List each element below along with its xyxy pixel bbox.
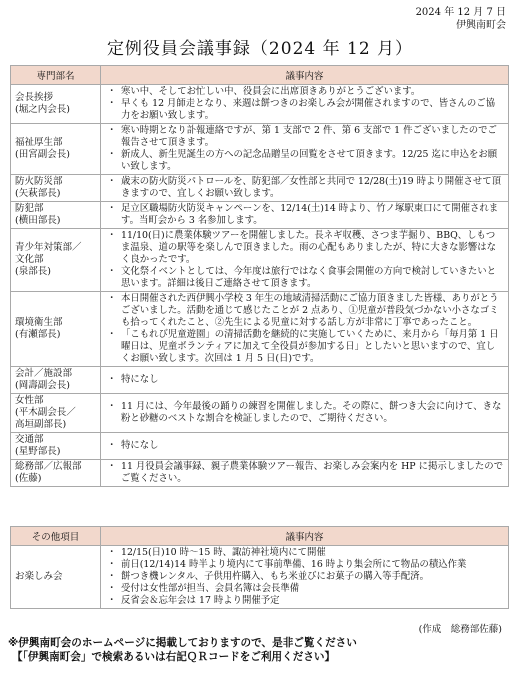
dept-cell [11,175,101,202]
dept-line: (横田部長) [15,215,61,226]
col-header-dept: 専門部名 [11,66,101,85]
dept-cell [11,202,101,229]
qr-code-icon[interactable] [456,635,510,689]
notice-line-2: 【「伊興南町会」で検索あるいは右記ＱＲコードをご利用ください】 [12,651,336,663]
dept-cell [11,394,101,433]
bullet-list [105,440,504,452]
table-row [11,394,509,433]
dept-line: 文化部 [15,254,44,265]
bullet-list [105,461,504,485]
table-row [11,292,509,367]
dept-line: (岡壽副会長) [15,380,70,391]
list-item: ・ 11 月役員会議事録、親子農業体験ツアー報告、お楽しみ会案内を HP に掲示しましたのでご覧ください。 [105,461,504,485]
table-row [11,175,509,202]
content-cell [101,546,509,609]
bullet-list [105,203,504,227]
document-title: 定例役員会議事録（2024 年 12 月） [106,39,414,59]
list-item: ・ 餅つき機レンタル、子供用杵購入、もち米並びにお菓子の購入等手配済。 [105,571,504,583]
dept-line: 女性部 [15,395,44,406]
dept-cell [11,85,101,124]
dept-line: (佐藤) [15,473,42,484]
list-item: ・ 「こもれび児童遊園」の清掃活動を継続的に実施していくために、来月から「毎月第 1 日曜日は、児童ボランティアに加えて全役員が参加する日」としたいと思いますので、宜しくお願い致します。次回は 1 月 5 日(日)です。 [105,329,504,365]
table-row [11,202,509,229]
list-item: ・ 寒い時期となり訃報連絡ですが、第 1 支部で 2 件、第 6 支部で 1 件ございましたのでご報告させて頂きます。 [105,125,504,149]
table-row [11,460,509,487]
content-cell [101,124,509,175]
list-item: ・ 早くも 12 月師走となり、来週は餅つきのお楽しみ会が開催されますので、皆さんのご協力をお願い致します。 [105,98,504,122]
organization-name: 伊興南町会 [456,20,506,31]
content-cell [101,85,509,124]
content-cell [101,433,509,460]
dept-line: 会計／施設部 [15,368,73,379]
list-item: ・ 受付は女性部が担当、会員名簿は会長準備 [105,583,504,595]
list-item: ・ 11/10(日)に農業体験ツアーを開催しました。長ネギ収穫、さつま芋掘り、BBQ、しもつま温泉、道の駅等を楽しんで頂きました。雨の心配もありましたが、特に大きな影響はなく良かったです。 [105,230,504,266]
list-item: ・ 新成人、新生児誕生の方への記念品贈呈の回覧をさせて頂きます。12/25 迄に申込をお願い致します。 [105,149,504,173]
dept-line: (堀之内会長) [15,104,70,115]
dept-line: (星野部長) [15,446,61,457]
list-item: ・ 歳末の防火防災パトロールを、防犯部／女性部と共同で 12/28(土)19 時より開催させて頂きますので、宜しくお願い致します。 [105,176,504,200]
list-item: ・ 文化祭イベントとしては、今年度は旅行ではなく食事会開催の方向で検討していきたいと思います。詳細は後日ご連絡させて頂きます。 [105,266,504,290]
dept-line: 総務部／広報部 [15,461,82,472]
bullet-list [105,293,504,365]
bullet-list [105,401,504,425]
list-item: ・ 11 月には、今年最後の踊りの練習を開催しました。その際に、餅つき大会に向けて、きな粉と砂糖のベストな割合を検証しましたので、ご期待ください。 [105,401,504,425]
document-date: 2024 年 12 月 7 日 [415,7,506,18]
bullet-list [105,125,504,173]
dept-line: (矢萩部長) [15,188,61,199]
list-item: ・ 本日開催された西伊興小学校 3 年生の地域清掃活動にご協力頂きました皆様、ありがとうございました。活動を通じて感じたことが 2 点あり、①児童が普段気づかない小さなゴミも拾ってくれたこと、②先生による児童に対する話し方が非常に丁寧であったこと。 [105,293,504,329]
website-notice [8,636,357,664]
content-cell [101,292,509,367]
list-item: ・ 反省会＆忘年会は 17 時より開催予定 [105,595,504,607]
list-item: ・ 12/15(日)10 時～15 時、諏訪神社境内にて開催 [105,547,504,559]
list-item: ・ 特になし [105,374,504,386]
dept-line: (有瀬部長) [15,329,61,340]
header-block [416,6,506,32]
table-row [11,85,509,124]
content-cell [101,367,509,394]
item-cell: お楽しみ会 [11,546,101,609]
dept-cell [11,292,101,367]
content-cell [101,229,509,292]
dept-line: 防犯部 [15,203,44,214]
bullet-list [105,547,504,607]
dept-line: 福祉厚生部 [15,137,63,148]
list-item: ・ 足立区職場防火防災キャンペーンを、12/14(土)14 時より、竹ノ塚駅東口にて開催されます。当町会から 3 名参加します。 [105,203,504,227]
dept-line: 会長挨拶 [15,92,54,103]
list-item: ・ 寒い中、そしてお忙しい中、役員会に出席頂きありがとうございます。 [105,86,504,98]
list-item: ・ 前日(12/14)14 時半より境内にて事前準備、16 時より集会所にて物品の積込作業 [105,559,504,571]
dept-line: (泉部長) [15,266,51,277]
dept-cell [11,229,101,292]
content-cell [101,175,509,202]
bullet-list [105,230,504,290]
col-header-item: その他項目 [11,527,101,546]
table-row [11,433,509,460]
bullet-list [105,374,504,386]
content-cell [101,394,509,433]
dept-line: 防火防災部 [15,176,63,187]
dept-line: 高垣副部長) [15,419,67,430]
bullet-list [105,176,504,200]
notice-line-1: ※伊興南町会のホームページに掲載しておりますので、是非ご覧ください [8,637,357,649]
table-row [11,367,509,394]
list-item: ・ 特になし [105,440,504,452]
dept-cell [11,433,101,460]
table-row [11,229,509,292]
dept-cell [11,460,101,487]
table-row [11,124,509,175]
other-items-table [10,526,509,609]
dept-line: (平木副会長／ [15,407,76,418]
minutes-table [10,65,509,487]
dept-line: 環境衛生部 [15,317,63,328]
dept-line: 交通部 [15,434,44,445]
bullet-list [105,86,504,122]
author-credit: (作成 総務部佐藤) [418,624,502,635]
col-header-content: 議事内容 [101,527,509,546]
dept-line: (田宮副会長) [15,149,70,160]
dept-cell [11,367,101,394]
dept-cell [11,124,101,175]
content-cell [101,460,509,487]
col-header-content: 議事内容 [101,66,509,85]
table-row [11,546,509,609]
content-cell [101,202,509,229]
dept-line: 青少年対策部／ [15,242,82,253]
